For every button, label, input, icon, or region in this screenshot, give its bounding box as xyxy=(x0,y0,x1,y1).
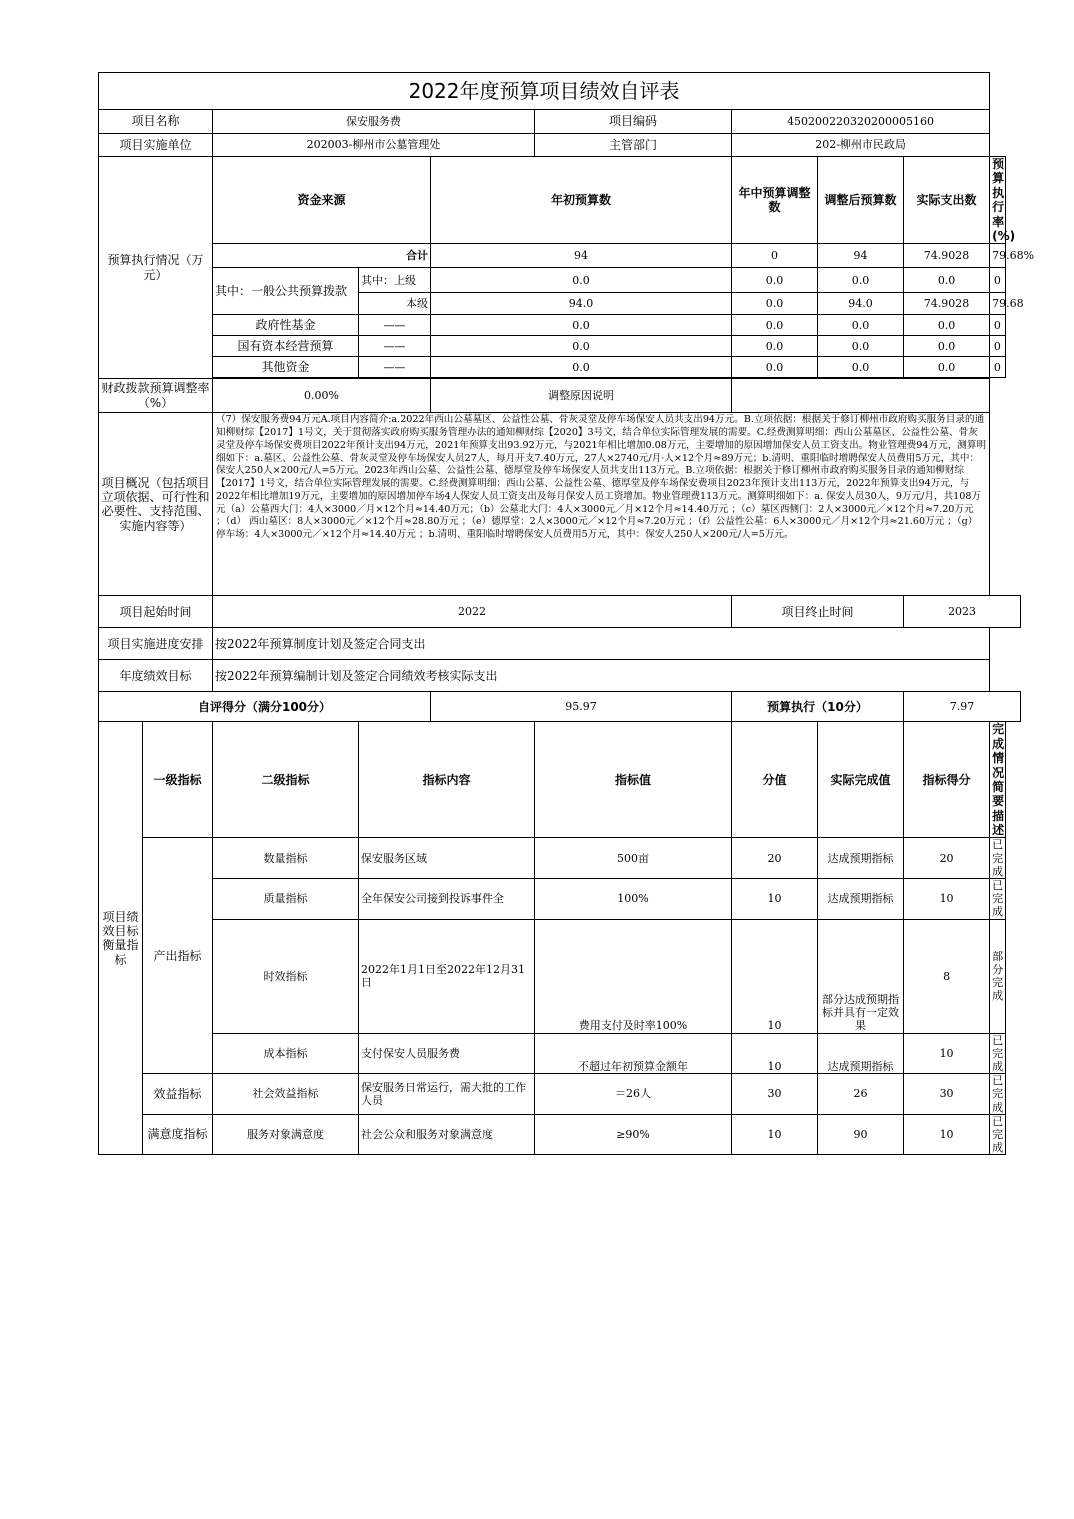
budget-local-label: 本级 xyxy=(359,293,431,315)
budget-row-adjusted: 0.0 xyxy=(818,336,904,357)
indicator-score: 20 xyxy=(904,838,990,879)
overview-text: （7）保安服务费94万元A.项目内容简介:a.2022年西山公墓墓区、公益性公墓、骨灰灵堂及停车场保安人员共支出94万元。B.立项依据：根据关于修订柳州市政府购买服务目录的通知柳财综【2017】1号文，关于贯彻落实政府购买服务管理办法的通知柳财综【2020】3号文，结合单位实际管理发展的需要。C.经费测算明细：西山公墓墓区、公益性公墓、骨灰灵堂及停车场保安费项目2022年预计支出94万元，2021年预算支出93.92万元，与2021年相比增加0.08万元，主要增加的原因增加保安人员工资支出。物业管理费94万元，测算明细如下：a.墓区、公益性公墓、骨灰灵堂及停车场保安人员27人，每月开支7.40万元，27人×2740元/月·人×12个月≈89万元；b.清明、重阳临时增聘保安人员费用5万元，其中：保安人250人×200元/人=5万元。2023年西山公墓、公益性公墓、德厚堂及停车场保安人员共支出113万元。B.立项依据：根据关于修订柳州市政府购买服务目录的通知柳财综【2017】1号文，结合单位实际管理发展的需要。C.经费测算明细：西山公墓、公益性公墓、德厚堂及停车场保安费项目2023年预计支出113万元，2022年预算支出94万元，与2022年相比增加19万元，主要增加的原因增加停车场4人保安人员工资支出及每月保安人员工资增加。物业管理费113万元。测算明细如下：a. 保安人员30人，9万元/月，共108万元（a）公墓西大门：4人×3000／月×12个月≈14.40万元；（b）公墓北大门：4人×3000元／月×12个月≈14.40万元 ；（c）墓区西侧门：2人×3000元／×12个月≈7.20万元 ；（d） 西山墓区：8人×3000元／×12个月≈28.80万元 ；（e）德厚堂：2人×3000元／×12个月≈7.20万元 ；（f）公益性公墓：6人×3000元／月×12个月≈21.60万元 ；（g）停车场：4人×3000元／×12个月≈14.40万元 ；b.清明、重阳临时增聘保安人员费用5万元，其中：保安人250人×200元/人=5万元。 xyxy=(213,413,990,596)
budget-row-rate: 0 xyxy=(990,315,1005,336)
indicator-content: 支付保安人员服务费 xyxy=(359,1033,535,1074)
budget-local-initial: 94.0 xyxy=(431,293,732,315)
budget-row-adjusted: 0.0 xyxy=(818,315,904,336)
indicator-weight: 10 xyxy=(732,1114,818,1155)
indicator-desc: 已完成 xyxy=(990,838,1005,879)
budget-total-adjusted: 94 xyxy=(818,244,904,268)
budget-exec-label: 预算执行（10分） xyxy=(732,692,904,722)
budget-row-mid-adjust: 0.0 xyxy=(732,357,818,378)
budget-row-rate: 0 xyxy=(990,336,1005,357)
start-time-value: 2022 xyxy=(213,596,732,628)
adjust-rate-value: 0.00% xyxy=(213,379,431,413)
start-time-label: 项目起始时间 xyxy=(99,596,213,628)
budget-local-adjusted: 94.0 xyxy=(818,293,904,315)
budget-header-initial: 年初预算数 xyxy=(431,157,732,244)
indicator-content: 保安服务日常运行，需大批的工作人员 xyxy=(359,1074,535,1115)
budget-row-dash: —— xyxy=(359,357,431,378)
indicator-level2: 成本指标 xyxy=(213,1033,359,1074)
indicator-score: 10 xyxy=(904,879,990,920)
indicator-level2: 时效指标 xyxy=(213,919,359,1033)
budget-row-mid-adjust: 0.0 xyxy=(732,315,818,336)
budget-upper-mid-adjust: 0.0 xyxy=(732,268,818,293)
indicator-score: 10 xyxy=(904,1033,990,1074)
budget-row-actual: 0.0 xyxy=(904,357,990,378)
indicator-content: 社会公众和服务对象满意度 xyxy=(359,1114,535,1155)
indicator-level2: 数量指标 xyxy=(213,838,359,879)
budget-total-rate: 79.68% xyxy=(990,244,1005,268)
budget-row-initial: 0.0 xyxy=(431,336,732,357)
budget-row-initial: 0.0 xyxy=(431,357,732,378)
dept-value: 202-柳州市民政局 xyxy=(732,134,990,157)
budget-row-actual: 0.0 xyxy=(904,336,990,357)
end-time-label: 项目终止时间 xyxy=(732,596,904,628)
unit-label: 项目实施单位 xyxy=(99,134,213,157)
budget-row-label: 政府性基金 xyxy=(213,315,359,336)
budget-header-rate: 预算执行率(%) xyxy=(990,157,1005,244)
indicator-score: 30 xyxy=(904,1074,990,1115)
budget-row-initial: 0.0 xyxy=(431,315,732,336)
budget-row-rate: 0 xyxy=(990,357,1005,378)
indicator-actual: 达成预期指标 xyxy=(818,1033,904,1074)
project-name-value: 保安服务费 xyxy=(213,110,535,134)
budget-row-dash: —— xyxy=(359,336,431,357)
end-time-value: 2023 xyxy=(904,596,1021,628)
budget-local-actual: 74.9028 xyxy=(904,293,990,315)
indicator-section-label: 项目绩效目标衡量指标 xyxy=(99,722,143,1155)
indicator-actual: 部分达成预期指标并具有一定效果 xyxy=(818,919,904,1033)
indicator-desc: 部分完成 xyxy=(990,919,1005,1033)
indicator-target: 不超过年初预算金额年 xyxy=(535,1033,732,1074)
indicator-content: 保安服务区域 xyxy=(359,838,535,879)
overview-label: 项目概况（包括项目立项依据、可行性和必要性、支持范围、实施内容等） xyxy=(99,413,213,596)
indicator-header-weight: 分值 xyxy=(732,722,818,838)
budget-local-mid-adjust: 0.0 xyxy=(732,293,818,315)
budget-row-label: 国有资本经营预算 xyxy=(213,336,359,357)
adjust-reason-label: 调整原因说明 xyxy=(431,379,732,413)
indicator-weight: 30 xyxy=(732,1074,818,1115)
progress-label: 项目实施进度安排 xyxy=(99,628,213,660)
indicator-header-level2: 二级指标 xyxy=(213,722,359,838)
indicator-header-target: 指标值 xyxy=(535,722,732,838)
indicator-desc: 已完成 xyxy=(990,1033,1005,1074)
indicator-target: 100% xyxy=(535,879,732,920)
budget-general-label: 其中：一般公共预算拨款 xyxy=(213,268,359,315)
indicator-score: 10 xyxy=(904,1114,990,1155)
budget-header-actual: 实际支出数 xyxy=(904,157,990,244)
self-score-value: 95.97 xyxy=(431,692,732,722)
annual-goal-value: 按2022年预算编制计划及签定合同绩效考核实际支出 xyxy=(213,660,990,692)
budget-header-mid-adjust: 年中预算调整数 xyxy=(732,157,818,244)
budget-row-actual: 0.0 xyxy=(904,315,990,336)
project-code-value: 450200220320200005160 xyxy=(732,110,990,134)
budget-header-adjusted: 调整后预算数 xyxy=(818,157,904,244)
indicator-weight: 10 xyxy=(732,1033,818,1074)
indicator-header-score: 指标得分 xyxy=(904,722,990,838)
satisfaction-indicator-label: 满意度指标 xyxy=(143,1114,213,1155)
indicator-weight: 10 xyxy=(732,919,818,1033)
budget-total-mid-adjust: 0 xyxy=(732,244,818,268)
indicator-actual: 90 xyxy=(818,1114,904,1155)
project-code-label: 项目编码 xyxy=(535,110,732,134)
budget-total-initial: 94 xyxy=(431,244,732,268)
benefit-indicator-label: 效益指标 xyxy=(143,1074,213,1115)
indicator-actual: 达成预期指标 xyxy=(818,838,904,879)
budget-upper-adjusted: 0.0 xyxy=(818,268,904,293)
budget-total-actual: 74.9028 xyxy=(904,244,990,268)
budget-row-dash: —— xyxy=(359,315,431,336)
indicator-score: 8 xyxy=(904,919,990,1033)
budget-row-label: 其他资金 xyxy=(213,357,359,378)
indicator-content: 全年保安公司接到投诉事件全 xyxy=(359,879,535,920)
budget-header-source: 资金来源 xyxy=(213,157,431,244)
indicator-content: 2022年1月1日至2022年12月31日 xyxy=(359,919,535,1033)
indicator-actual: 达成预期指标 xyxy=(818,879,904,920)
budget-upper-initial: 0.0 xyxy=(431,268,732,293)
budget-upper-rate: 0 xyxy=(990,268,1005,293)
indicator-weight: 10 xyxy=(732,879,818,920)
indicator-header-actual: 实际完成值 xyxy=(818,722,904,838)
indicator-level2: 质量指标 xyxy=(213,879,359,920)
budget-row-adjusted: 0.0 xyxy=(818,357,904,378)
indicator-header-level1: 一级指标 xyxy=(143,722,213,838)
self-evaluation-table xyxy=(98,72,1035,1155)
dept-label: 主管部门 xyxy=(535,134,732,157)
progress-value: 按2022年预算制度计划及签定合同支出 xyxy=(213,628,990,660)
budget-upper-label: 其中：上级 xyxy=(359,268,431,293)
indicator-weight: 20 xyxy=(732,838,818,879)
indicator-actual: 26 xyxy=(818,1074,904,1115)
adjust-rate-label: 财政拨款预算调整率（%） xyxy=(99,379,213,413)
annual-goal-label: 年度绩效目标 xyxy=(99,660,213,692)
budget-row-mid-adjust: 0.0 xyxy=(732,336,818,357)
indicator-target: ≥90% xyxy=(535,1114,732,1155)
budget-section-label: 预算执行情况（万元） xyxy=(99,157,213,379)
output-indicator-label: 产出指标 xyxy=(143,838,213,1074)
unit-value: 202003-柳州市公墓管理处 xyxy=(213,134,535,157)
project-name-label: 项目名称 xyxy=(99,110,213,134)
indicator-level2: 社会效益指标 xyxy=(213,1074,359,1115)
budget-local-rate: 79.68 xyxy=(990,293,1005,315)
indicator-level2: 服务对象满意度 xyxy=(213,1114,359,1155)
self-score-label: 自评得分（满分100分） xyxy=(99,692,431,722)
indicator-target: ＝26人 xyxy=(535,1074,732,1115)
indicator-target: 费用支付及时率100% xyxy=(535,919,732,1033)
budget-exec-value: 7.97 xyxy=(904,692,1021,722)
budget-total-label: 合计 xyxy=(213,244,431,268)
adjust-reason-value xyxy=(732,379,990,413)
indicator-desc: 已完成 xyxy=(990,1114,1005,1155)
indicator-header-content: 指标内容 xyxy=(359,722,535,838)
indicator-desc: 已完成 xyxy=(990,1074,1005,1115)
indicator-header-desc: 完成情况简要描述 xyxy=(990,722,1005,838)
indicator-desc: 已完成 xyxy=(990,879,1005,920)
page-title: 2022年度预算项目绩效自评表 xyxy=(99,73,990,110)
budget-upper-actual: 0.0 xyxy=(904,268,990,293)
indicator-target: 500亩 xyxy=(535,838,732,879)
